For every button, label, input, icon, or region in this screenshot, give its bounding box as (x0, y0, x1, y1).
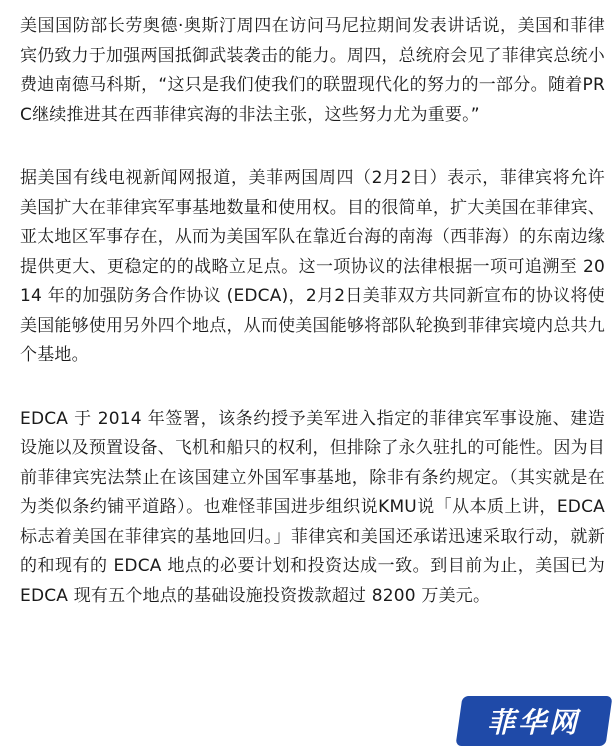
article-paragraph-3: EDCA 于 2014 年签署，该条约授予美军进入指定的菲律宾军事设施、建造设施以及预置设备、飞机和船只的权利，但排除了永久驻扎的可能性。因为目前菲律宾宪法禁止在该国建立外国军事基地，除非有条约规定。（其实就是在为类似条约铺平道路）。也难怪菲国进步组织说KMU说「从本质上讲，EDCA 标志着美国在菲律宾的基地回归。」菲律宾和美国还承诺迅速采取行动，就新的和现有的 EDCA 地点的必要计划和投资达成一致。到目前为止，美国已为 EDCA 现有五个地点的基础设施投资拨款超过 8200 万美元。 (20, 408, 605, 606)
watermark-text: 菲华网 (487, 706, 581, 739)
article-body (20, 12, 605, 611)
site-watermark-logo (455, 696, 612, 746)
article-paragraph-2: 据美国有线电视新闻网报道，美菲两国周四（2月2日）表示，菲律宾将允许美国扩大在菲律宾军事基地数量和使用权。目的很简单，扩大美国在菲律宾、亚太地区军事存在，从而为美国军队在靠近台海的南海（西菲海）的东南边缘提供更大、更稳定的的战略立足点。这一项协议的法律根据一项可追溯至 2014 年的加强防务合作协议 (EDCA)，2月2日美菲双方共同新宣布的协议将使美国能够使用另外四个地点，从而使美国能够将部队轮换到菲律宾境内总共九个基地。 (20, 168, 605, 365)
article-paragraph-1: 美国国防部长劳奥德·奥斯汀周四在访问马尼拉期间发表讲话说，美国和菲律宾仍致力于加强两国抵御武装袭击的能力。周四，总统府会见了菲律宾总统小费迪南德马科斯，“这只是我们使我们的联盟现代化的努力的一部分。随着PRC继续推进其在西菲律宾海的非法主张，这些努力尤为重要。” (20, 16, 605, 125)
